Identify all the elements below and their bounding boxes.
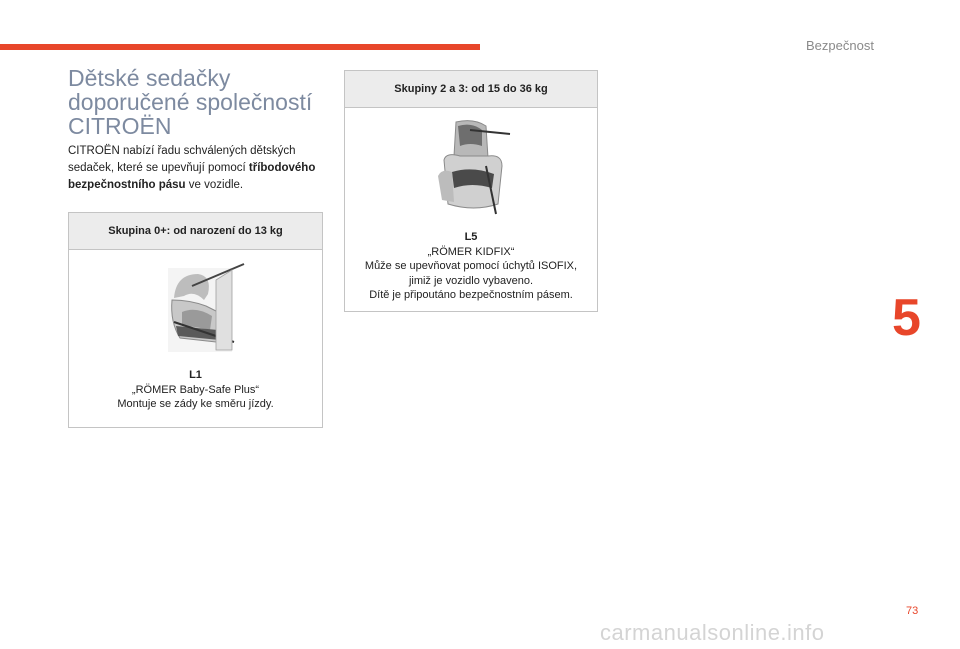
card-body bbox=[345, 116, 597, 303]
title-line-1: Dětské sedačky bbox=[68, 65, 231, 91]
seat-code: L1 bbox=[189, 369, 202, 381]
seat-note-line: Dítě je připoutáno bezpečnostním pásem. bbox=[369, 289, 573, 301]
card-body bbox=[69, 260, 322, 412]
page-number: 73 bbox=[906, 605, 919, 617]
seat-note-line: Může se upevňovat pomocí úchytů ISOFIX, bbox=[364, 260, 578, 272]
seat-note-line: jimiž je vozidlo vybaveno. bbox=[408, 274, 534, 287]
chapter-number: 5 bbox=[892, 289, 921, 347]
title-line-2: doporučené společností bbox=[68, 89, 313, 115]
seat-name: „RÖMER KIDFIX“ bbox=[427, 245, 515, 258]
infant-carrier-illustration bbox=[146, 260, 246, 356]
seat-card-group-2-3 bbox=[344, 70, 598, 312]
intro-paragraph bbox=[68, 143, 320, 194]
title-line-3: CITROËN bbox=[68, 113, 172, 139]
booster-seat-illustration bbox=[426, 116, 516, 216]
seat-note-line: Montuje se zády ke směru jízdy. bbox=[117, 398, 274, 410]
watermark: carmanualsonline.info bbox=[600, 620, 825, 645]
seat-code: L5 bbox=[464, 231, 478, 243]
intro-text-before: CITROËN nabízí řadu schválených dětských sedaček, které se upevňují pomocí bbox=[68, 145, 296, 174]
card-header: Skupina 0+: od narození do 13 kg bbox=[69, 213, 322, 250]
seat-name: „RÖMER Baby-Safe Plus“ bbox=[131, 383, 260, 396]
seat-card-group-0plus bbox=[68, 212, 323, 428]
section-label: Bezpečnost bbox=[806, 38, 874, 53]
intro-text-bold: tříbodového bezpečnostního pásu bbox=[68, 162, 316, 191]
top-accent-bar bbox=[0, 44, 480, 50]
card-header: Skupiny 2 a 3: od 15 do 36 kg bbox=[345, 71, 597, 108]
page-title bbox=[68, 66, 328, 138]
intro-text-after: ve vozidle. bbox=[185, 179, 244, 191]
